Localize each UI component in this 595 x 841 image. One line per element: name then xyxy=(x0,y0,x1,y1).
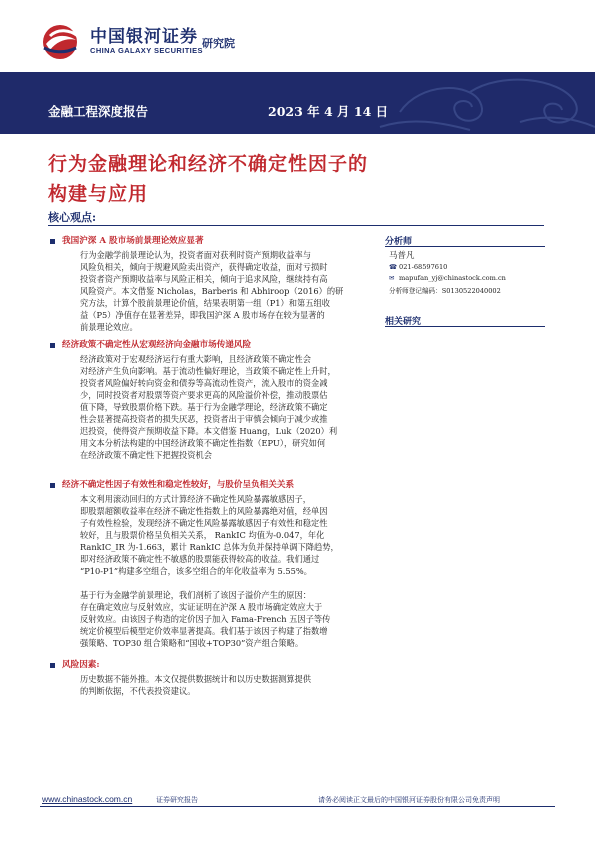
bullet-icon xyxy=(50,663,55,668)
paragraph-line: 迟投资，使得资产预期收益下降。本文借鉴 Huang，Luk（2020）利 xyxy=(80,426,338,436)
footer-doc-type: 证券研究报告 xyxy=(156,796,198,804)
paragraph-line: 历史数据不能外推。本文仅提供数据统计和以历史数据测算提供 xyxy=(80,674,311,684)
report-title-line-1: 行为金融理论和经济不确定性因子的 xyxy=(48,153,369,175)
paragraph-line: 的判断依据，不代表投资建议。 xyxy=(80,686,196,696)
galaxy-logo-icon xyxy=(40,22,84,62)
brand-name-cn: 中国银河证券 xyxy=(90,27,198,47)
bullet-icon xyxy=(50,239,55,244)
email-address[interactable]: mapufan_yj@chinastock.com.cn xyxy=(399,274,506,282)
paragraph-line: 行为金融学前景理论认为，投资者面对获利时资产预期收益率与 xyxy=(80,250,311,260)
phone-number: 021-68597610 xyxy=(399,263,448,271)
institute-label: 研究院 xyxy=(202,37,235,50)
paragraph-line: 投资者风险偏好转向资金和债券等高流动性资产，流入股市的资金减 xyxy=(80,378,328,388)
analyst-phone xyxy=(389,263,447,271)
paragraph-line: 投资者资产预期收益率与风险正相关，倾向于追求风险，继续持有高 xyxy=(80,274,328,284)
section-heading: 经济政策不确定性从宏观经济向金融市场传递风险 xyxy=(62,340,252,350)
divider xyxy=(385,246,545,247)
section-heading: 我国沪深 A 股市场前景理论效应显著 xyxy=(62,236,204,246)
footer-disclaimer: 请务必阅读正文最后的中国银河证券股份有限公司免责声明 xyxy=(318,796,500,804)
paragraph-line: 基于行为金融学前景理论，我们剖析了该因子溢价产生的原因： xyxy=(80,590,311,600)
section-heading: 风险因素: xyxy=(62,660,100,670)
divider xyxy=(48,225,544,226)
paragraph-line: 反射效应。由该因子构造的定价因子加入 Fama-French 五因子等传 xyxy=(80,614,331,624)
report-type: 金融工程深度报告 xyxy=(48,104,149,119)
core-views-label: 核心观点: xyxy=(48,211,97,224)
brand-name-en: CHINA GALAXY SECURITIES xyxy=(90,46,203,55)
report-date: 2023 年 4 月 14 日 xyxy=(268,104,389,119)
bullet-icon xyxy=(50,343,55,348)
paragraph-line: 在经济政策不确定性下把握投资机会 xyxy=(80,450,212,460)
email-icon: ✉ xyxy=(389,274,395,282)
paragraph-line: 子有效性检验，发现经济不确定性风险暴露敏感因子有效性和稳定性 xyxy=(80,518,328,528)
paragraph-line: 经济政策对于宏观经济运行有重大影响，且经济政策不确定性会 xyxy=(80,354,311,364)
paragraph-line: 本文利用滚动回归的方式计算经济不确定性风险暴露敏感因子， xyxy=(80,494,311,504)
paragraph-line: 即股票超额收益率在经济不确定性指数上的风险暴露绝对值，经单因 xyxy=(80,506,328,516)
phone-icon: ☎ xyxy=(389,263,398,271)
paragraph-line: 少，同时投资者对股票等资产要求更高的风险溢价补偿，推动股票估 xyxy=(80,390,328,400)
analyst-name: 马普凡 xyxy=(389,251,415,261)
paragraph-line: 值下降，导致股票价格下跌。基于行为金融学理论，经济政策不确定 xyxy=(80,402,328,412)
paragraph-line: 统定价模型后模型定价效率显著提高。我们基于该因子构建了指数增 xyxy=(80,626,328,636)
divider xyxy=(385,326,545,327)
paragraph-line: 对经济产生负向影响。基于流动性偏好理论，当政策不确定性上升时， xyxy=(80,366,336,376)
paragraph-line: 前景理论效应。 xyxy=(80,322,138,332)
paragraph-line: 强策略、TOP30 组合策略和“国收+TOP30”资产组合策略。 xyxy=(80,638,304,648)
paragraph-line: 较好，且与股票价格呈负相关关系， RankIC 均值为-0.047，年化 xyxy=(80,530,325,540)
report-title-line-2: 构建与应用 xyxy=(48,183,149,205)
paragraph-line: RankIC_IR 为-1.663，累计 RankIC 总体为负并保持单调下降趋势， xyxy=(80,542,339,552)
paragraph-line: 益（P5）净值存在显著差异，即我国沪深 A 股市场存在较为显著的 xyxy=(80,310,325,320)
paragraph-line: 风险负相关，倾向于规避风险卖出资产，获得确定收益，面对亏损时 xyxy=(80,262,328,272)
license-number: S0130522040002 xyxy=(441,287,501,295)
paragraph-line: 性会显著提高投资者的损失厌恶，投资者出于审慎会倾向于减少或推 xyxy=(80,414,328,424)
paragraph-line: 究方法，计算个股前景理论价值，结果表明第一组（P1）和第五组收 xyxy=(80,298,331,308)
paragraph-line: 即对经济政策不确定性不敏感的股票能获得较高的收益。我们通过 xyxy=(80,554,320,564)
license-label: 分析师登记编码： xyxy=(389,287,442,295)
section-heading: 经济不确定性因子有效性和稳定性较好，与股价呈负相关关系 xyxy=(62,480,295,490)
footer-divider xyxy=(40,806,555,807)
paragraph-line: 存在确定效应与反射效应，实证证明在沪深 A 股市场确定效应大于 xyxy=(80,602,323,612)
analyst-title: 分析师 xyxy=(385,237,413,247)
paragraph-line: 用文本分析法构建的中国经济政策不确定性指数（EPU），研究如何 xyxy=(80,438,326,448)
paragraph-line: 风险资产。本文借鉴 Nicholas，Barberis 和 Abhiroop（2016）的研 xyxy=(80,286,344,296)
footer-website-link[interactable]: www.chinastock.com.cn xyxy=(42,794,133,804)
analyst-email[interactable] xyxy=(389,274,506,282)
bullet-icon xyxy=(50,483,55,488)
related-research-title: 相关研究 xyxy=(385,317,422,327)
analyst-license xyxy=(389,285,501,295)
paragraph-line: “P10-P1”构建多空组合，该多空组合的年化收益率为 5.55%。 xyxy=(80,566,312,576)
